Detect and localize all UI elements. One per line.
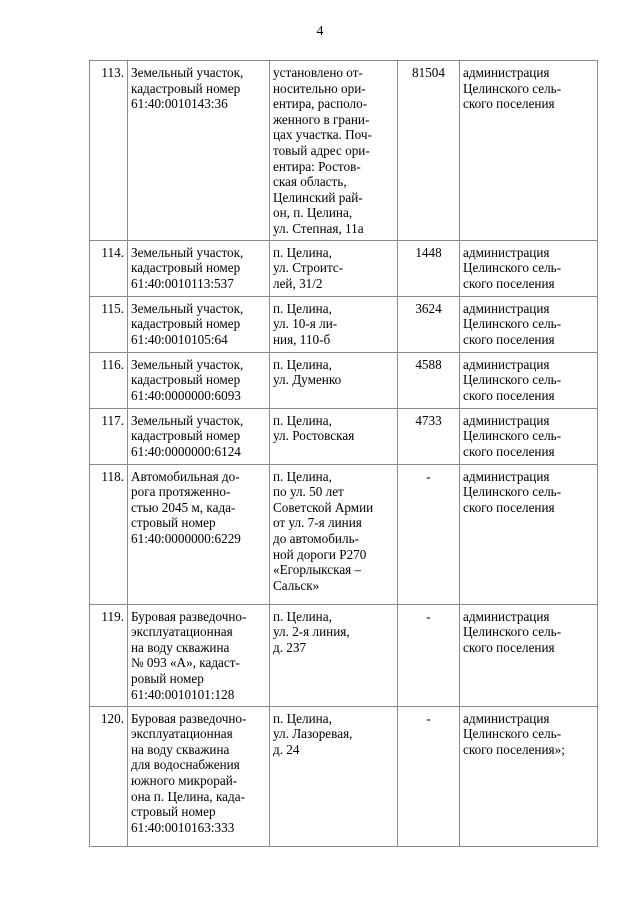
object-address-line: п. Целина, [273,244,332,260]
object-name-line: южного микрорай- [131,772,238,788]
object-owner-line: Целинского сель- [463,484,562,500]
object-name-line: Буровая разведочно- [131,608,247,624]
object-address-line: п. Целина, [273,468,332,484]
object-name [128,464,270,604]
object-owner [460,408,598,464]
object-name [128,61,270,241]
object-address-line: ул. Думенко [273,372,342,388]
object-address-line: п. Целина, [273,356,332,372]
object-address-line: до автомобиль- [273,530,359,546]
object-owner-line: ского поселения [463,331,555,347]
object-owner-line: Целинского сель- [463,624,562,640]
row-number: 113. [90,61,128,241]
object-address-line: Советской Армии [273,499,374,515]
object-owner-line: Целинского сель- [463,726,562,742]
object-address-line: установлено от- [273,65,363,80]
object-area: 3624 [398,296,460,352]
object-name [128,408,270,464]
table-row [90,408,598,464]
property-table-body [90,61,598,847]
object-name-line: кадастровый номер [131,80,241,96]
object-address [270,296,398,352]
object-name-line: 61:40:0000000:6124 [131,443,241,459]
object-owner-line: администрация [463,65,550,80]
object-name-line: 61:40:0010163:333 [131,819,235,835]
object-address [270,240,398,296]
table-row [90,706,598,846]
object-name-line: она п. Целина, када- [131,788,245,804]
object-owner-line: ского поселения [463,639,555,655]
object-owner-line: администрация [463,710,550,726]
object-owner-line: администрация [463,356,550,372]
object-owner [460,706,598,846]
object-name-line: кадастровый номер [131,428,241,444]
object-address [270,706,398,846]
object-address-line: цах участка. Поч- [273,127,372,143]
object-area: - [398,604,460,706]
object-name-line: 61:40:0000000:6093 [131,387,241,403]
object-name-line: стровый номер [131,804,216,820]
row-number: 119. [90,604,128,706]
object-address-line: п. Целина, [273,300,332,316]
object-owner-line: Целинского сель- [463,372,562,388]
object-name [128,352,270,408]
object-address-line: ния, 110-б [273,331,331,347]
object-name-line: эксплуатационная [131,624,233,640]
object-area: 4588 [398,352,460,408]
object-name-line: 61:40:0010105:64 [131,331,228,347]
object-name-line: кадастровый номер [131,260,241,276]
object-name-line: ровый номер [131,670,204,686]
object-name-line: стровый номер [131,515,216,531]
object-name-line: эксплуатационная [131,726,233,742]
object-address-line: ул. 2-я линия, [273,624,350,640]
object-owner [460,61,598,241]
object-address-line: ул. Строитс- [273,260,344,276]
object-address-line: п. Целина, [273,710,332,726]
object-owner-line: администрация [463,608,550,624]
row-number: 120. [90,706,128,846]
object-address-line: д. 237 [273,639,307,655]
object-name [128,240,270,296]
row-number: 116. [90,352,128,408]
object-address [270,408,398,464]
table-row [90,296,598,352]
object-owner-line: администрация [463,244,550,260]
object-area: - [398,464,460,604]
object-name-line: 61:40:0000000:6229 [131,530,241,546]
object-name-line: кадастровый номер [131,372,241,388]
object-name [128,706,270,846]
table-row [90,352,598,408]
object-owner-line: ского поселения [463,387,555,403]
object-owner-line: ского поселения [463,96,555,112]
object-name-line: Буровая разведочно- [131,710,247,726]
object-owner-line: администрация [463,300,550,316]
object-address-line: по ул. 50 лет [273,484,344,500]
object-owner-line: ского поселения»; [463,741,565,757]
object-name-line: Земельный участок, [131,244,244,260]
object-name-line: кадастровый номер [131,316,241,332]
object-address [270,464,398,604]
object-name-line: 61:40:0010101:128 [131,686,235,702]
object-name-line: № 093 «А», кадаст- [131,655,240,671]
object-owner [460,240,598,296]
object-address-line: он, п. Целина, [273,205,353,221]
object-address-line: «Егорлыкская – [273,562,362,578]
object-address-line: товый адрес ори- [273,142,370,158]
table-row [90,61,598,241]
object-owner-line: ского поселения [463,275,555,291]
object-owner-line: Целинского сель- [463,428,562,444]
object-address-line: ул. Лазоревая, [273,726,353,742]
object-address-line: лей, 31/2 [273,275,323,291]
object-owner-line: администрация [463,412,550,428]
object-owner-line: ского поселения [463,443,555,459]
object-name-line: для водоснабжения [131,757,240,773]
object-name-line: Земельный участок, [131,412,244,428]
object-address-line: от ул. 7-я линия [273,515,362,531]
object-name [128,604,270,706]
object-address [270,352,398,408]
table-row [90,464,598,604]
object-address-line: ул. Ростовская [273,428,355,444]
object-name-line: рога протяженно- [131,484,231,500]
object-address-line: носительно ори- [273,80,366,96]
object-area: 81504 [398,61,460,241]
object-address-line: ул. 10-я ли- [273,316,338,332]
object-address-line: ская область, [273,174,347,190]
object-address [270,61,398,241]
object-address-line: ентира, располо- [273,96,368,112]
object-area: - [398,706,460,846]
object-name-line: 61:40:0010113:537 [131,275,234,291]
row-number: 114. [90,240,128,296]
object-owner-line: Целинского сель- [463,80,562,96]
object-address-line: Целинский рай- [273,189,363,205]
object-owner-line: Целинского сель- [463,316,562,332]
object-address-line: п. Целина, [273,412,332,428]
object-name-line: стью 2045 м, када- [131,499,236,515]
page-number: 4 [316,24,324,39]
object-area: 4733 [398,408,460,464]
object-owner [460,352,598,408]
object-name [128,296,270,352]
property-table [89,60,598,847]
object-name-line: Земельный участок, [131,356,244,372]
object-address-line: ентира: Ростов- [273,158,361,174]
row-number: 118. [90,464,128,604]
object-owner [460,464,598,604]
object-owner [460,604,598,706]
object-name-line: Автомобильная до- [131,468,240,484]
row-number: 117. [90,408,128,464]
object-address-line: д. 24 [273,741,300,757]
object-name-line: Земельный участок, [131,300,244,316]
object-owner-line: Целинского сель- [463,260,562,276]
object-address-line: женного в грани- [273,111,370,127]
object-owner [460,296,598,352]
object-address-line: Сальск» [273,577,320,593]
table-row [90,240,598,296]
row-number: 115. [90,296,128,352]
object-name-line: Земельный участок, [131,65,244,80]
object-address-line: ул. Степная, 11а [273,220,364,236]
object-owner-line: администрация [463,468,550,484]
object-owner-line: ского поселения [463,499,555,515]
object-name-line: на воду скважина [131,741,230,757]
object-name-line: 61:40:0010143:36 [131,96,228,112]
object-address-line: п. Целина, [273,608,332,624]
table-row [90,604,598,706]
object-address-line: ной дороги Р270 [273,546,367,562]
object-name-line: на воду скважина [131,639,230,655]
object-area: 1448 [398,240,460,296]
object-address [270,604,398,706]
